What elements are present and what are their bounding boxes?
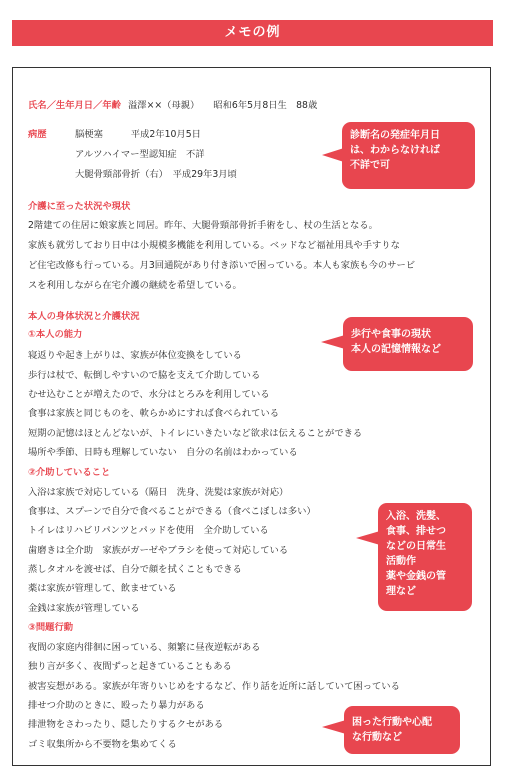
patient-label: 氏名／生年月日／年齢 [28, 100, 121, 111]
ability-heading: ①本人の能力 [28, 329, 83, 340]
behavior-line: 被害妄想がある。家族が年寄りいじめをするなど、作り話を近所に話していて困っている [28, 681, 400, 692]
callout-arrow [321, 335, 345, 349]
behavior-heading: ③問題行動 [28, 622, 74, 633]
callout-daily [378, 503, 472, 611]
ability-line: 短期の記憶はほとんどないが、トイレにいきたいなど欲求は伝えることができる [28, 428, 363, 439]
behavior-line: 独り言が多く、夜間ずっと起きていることもある [28, 661, 232, 672]
disease-label: 病歴 [28, 129, 47, 140]
assist-line: 薬は家族が管理して、飲ませている [28, 583, 177, 594]
callout-text: は、わからなければ [350, 145, 440, 156]
callout-text: 入浴、洗髪、 [386, 511, 446, 522]
callout-text: などの日常生 [386, 541, 446, 552]
disease-line: 脳梗塞 平成2年10月5日 [75, 129, 201, 140]
page-title: メモの例 [224, 25, 281, 40]
ability-line: 食事は家族と同じものを、軟らかめにすれば食べられている [28, 408, 280, 419]
ability-line: 場所や季節、日時も理解していない 自分の名前はわかっている [28, 447, 298, 458]
callout-arrow [322, 148, 344, 162]
callout-text: 薬や金銭の管 [386, 571, 446, 582]
callout-text: 歩行や食事の現状 [351, 329, 431, 340]
callout-text: な行動など [352, 732, 402, 743]
background-line: スを利用しながら在宅介護の継続を希望している。 [28, 280, 242, 291]
assist-line: 歯磨きは全介助 家族がガーゼやブラシを使って対応している [28, 545, 289, 556]
page-title-banner [12, 20, 493, 46]
callout-text: 理など [386, 586, 416, 597]
callout-walking [343, 317, 473, 371]
disease-line: アルツハイマー型認知症 不詳 [75, 149, 205, 160]
assist-line: 蒸しタオルを渡せば、自分で顔を拭くこともできる [28, 564, 242, 575]
patient-value: 溢澤××（母親） 昭和6年5月8日生 88歳 [128, 100, 318, 111]
background-line: 家族も就労しており日中は小規模多機能を利用している。ベッドなど福祉用具や手すりな [28, 240, 400, 251]
callout-text: 本人の記憶情報など [351, 344, 441, 355]
assist-heading: ②介助していること [28, 467, 111, 478]
behavior-line: 夜間の家庭内徘徊に困っている、頻繁に昼夜逆転がある [28, 642, 261, 653]
assist-line: トイレはリハビリパンツとパッドを使用 全介助している [28, 525, 269, 536]
assist-line: 金銭は家族が管理している [28, 603, 140, 614]
background-line: ど住宅改修も行っている。月3回通院があり付き添いで困っている。本人も家族も今のサービ [28, 260, 416, 271]
callout-text: 診断名の発症年月日 [350, 130, 440, 141]
callout-text: 食事、排せつ [386, 526, 446, 537]
disease-line: 大腿骨頸部骨折（右） 平成29年3月頃 [75, 169, 237, 180]
callout-behavior [344, 706, 460, 754]
ability-line: むせ込むことが増えたので、水分はとろみを利用している [28, 389, 270, 400]
background-line: 2階建ての住居に娘家族と同居。昨年、大腿骨頸部骨折手術をし、杖の生活となる。 [28, 220, 378, 231]
ability-line: 寝返りや起き上がりは、家族が体位変換をしている [28, 350, 242, 361]
callout-text: 困った行動や心配 [352, 717, 432, 728]
assist-line: 入浴は家族で対応している（隔日 洗身、洗髪は家族が対応） [28, 487, 289, 498]
ability-line: 歩行は杖で、転倒しやすいので脇を支えて介助している [28, 370, 261, 381]
callout-arrow [322, 720, 346, 734]
callout-arrow [356, 531, 380, 545]
callout-diagnosis [342, 122, 475, 189]
behavior-line: ゴミ収集所から不要物を集めてくる [28, 739, 177, 750]
assist-line: 食事は、スプーンで自分で食べることができる（食べこぼしは多い） [28, 506, 316, 517]
callout-text: 活動作 [386, 556, 416, 567]
callout-text: 不詳で可 [350, 160, 390, 171]
background-heading: 介護に至った状況や現状 [28, 201, 131, 212]
behavior-line: 排泄物をさわったり、隠したりするクセがある [28, 719, 224, 730]
condition-heading: 本人の身体状況と介護状況 [28, 311, 140, 322]
behavior-line: 排せつ介助のときに、殴ったり暴力がある [28, 700, 205, 711]
